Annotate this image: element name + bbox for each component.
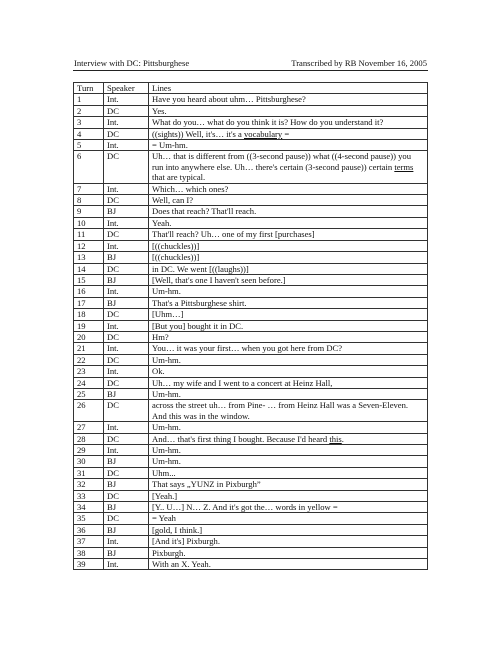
table-row	[74, 128, 428, 139]
line-cell: Does that reach? That'll reach.	[149, 206, 428, 217]
speaker-cell: BJ	[104, 206, 149, 217]
turn-cell: 12	[74, 240, 104, 251]
speaker-cell: DC	[104, 128, 149, 139]
turn-cell: 35	[74, 513, 104, 524]
speaker-cell: BJ	[104, 524, 149, 535]
turn-cell: 33	[74, 490, 104, 501]
table-row	[74, 354, 428, 365]
line-cell: [Well, that's one I haven't seen before.]	[149, 274, 428, 285]
turn-cell: 9	[74, 206, 104, 217]
column-header-lines: Lines	[149, 83, 428, 94]
line-cell: Which… which ones?	[149, 183, 428, 194]
column-header-speaker: Speaker	[104, 83, 149, 94]
line-cell: With an X. Yeah.	[149, 559, 428, 570]
line-cell: ((sights)) Well, it's… it's a vocabulary =	[149, 128, 428, 139]
turn-cell: 16	[74, 286, 104, 297]
speaker-cell: BJ	[104, 502, 149, 513]
table-row	[74, 343, 428, 354]
turn-cell: 30	[74, 456, 104, 467]
transcriber-credit: Transcribed by RB November 16, 2005	[291, 58, 427, 68]
line-cell: Um-hm.	[149, 445, 428, 456]
table-row	[74, 524, 428, 535]
line-cell: And… that's first thing I bought. Because I'd heard this.	[149, 433, 428, 444]
speaker-cell: DC	[104, 354, 149, 365]
turn-cell: 2	[74, 105, 104, 116]
speaker-cell: Int.	[104, 94, 149, 105]
turn-cell: 29	[74, 445, 104, 456]
turn-cell: 7	[74, 183, 104, 194]
speaker-cell: Int.	[104, 217, 149, 228]
table-row	[74, 263, 428, 274]
speaker-cell: DC	[104, 263, 149, 274]
line-cell: [Y.. U…] N… Z. And it's got the… words in yellow =	[149, 502, 428, 513]
speaker-cell: Int.	[104, 445, 149, 456]
line-cell: Um-hm.	[149, 286, 428, 297]
line-cell: Uhm...	[149, 467, 428, 478]
table-row	[74, 400, 428, 422]
speaker-cell: DC	[104, 151, 149, 183]
table-row	[74, 547, 428, 558]
table-row	[74, 140, 428, 151]
speaker-cell: DC	[104, 331, 149, 342]
table-row	[74, 377, 428, 388]
turn-cell: 28	[74, 433, 104, 444]
line-cell: Yes.	[149, 105, 428, 116]
line-cell: Uh… my wife and I went to a concert at Heinz Hall,	[149, 377, 428, 388]
line-cell: Pixburgh.	[149, 547, 428, 558]
line-cell: [But you] bought it in DC.	[149, 320, 428, 331]
turn-cell: 20	[74, 331, 104, 342]
turn-cell: 19	[74, 320, 104, 331]
table-row	[74, 366, 428, 377]
speaker-cell: Int.	[104, 422, 149, 433]
turn-cell: 21	[74, 343, 104, 354]
speaker-cell: BJ	[104, 547, 149, 558]
line-cell: Ok.	[149, 366, 428, 377]
turn-cell: 26	[74, 400, 104, 422]
speaker-cell: DC	[104, 195, 149, 206]
turn-cell: 25	[74, 388, 104, 399]
line-cell: [gold, I think.]	[149, 524, 428, 535]
line-cell: [((chuckles))]	[149, 240, 428, 251]
table-row	[74, 252, 428, 263]
turn-cell: 11	[74, 229, 104, 240]
turn-cell: 39	[74, 559, 104, 570]
speaker-cell: DC	[104, 433, 149, 444]
speaker-cell: DC	[104, 490, 149, 501]
speaker-cell: Int.	[104, 536, 149, 547]
table-row	[74, 456, 428, 467]
table-row	[74, 117, 428, 128]
turn-cell: 38	[74, 547, 104, 558]
speaker-cell: BJ	[104, 456, 149, 467]
table-row	[74, 536, 428, 547]
line-cell: You… it was your first… when you got here from DC?	[149, 343, 428, 354]
speaker-cell: DC	[104, 513, 149, 524]
turn-cell: 5	[74, 140, 104, 151]
column-header-turn: Turn	[74, 83, 104, 94]
table-row	[74, 490, 428, 501]
table-row	[74, 422, 428, 433]
table-row	[74, 195, 428, 206]
line-cell: Um-hm.	[149, 354, 428, 365]
table-row	[74, 229, 428, 240]
line-cell: What do you… what do you think it is? How do you understand it?	[149, 117, 428, 128]
table-row	[74, 206, 428, 217]
line-cell: Uh… that is different from ((3-second pause)) what ((4-second pause)) you run into anywhere else. Uh… there's certain (3-second pause)) certain terms that are typical.	[149, 151, 428, 183]
line-cell: = Yeah	[149, 513, 428, 524]
line-cell: Have you heard about uhm… Pittsburghese?	[149, 94, 428, 105]
line-cell: Um-hm.	[149, 422, 428, 433]
speaker-cell: DC	[104, 105, 149, 116]
speaker-cell: BJ	[104, 297, 149, 308]
transcript-table	[73, 82, 428, 570]
speaker-cell: Int.	[104, 343, 149, 354]
table-row	[74, 467, 428, 478]
turn-cell: 34	[74, 502, 104, 513]
turn-cell: 14	[74, 263, 104, 274]
line-cell: [((chuckles))]	[149, 252, 428, 263]
turn-cell: 22	[74, 354, 104, 365]
line-cell: That'll reach? Uh… one of my first [purchases]	[149, 229, 428, 240]
table-row	[74, 559, 428, 570]
turn-cell: 6	[74, 151, 104, 183]
turn-cell: 8	[74, 195, 104, 206]
line-cell: in DC. We went [((laughs))]	[149, 263, 428, 274]
line-cell: Hm?	[149, 331, 428, 342]
turn-cell: 1	[74, 94, 104, 105]
speaker-cell: Int.	[104, 320, 149, 331]
speaker-cell: Int.	[104, 117, 149, 128]
speaker-cell: DC	[104, 400, 149, 422]
speaker-cell: DC	[104, 377, 149, 388]
table-row	[74, 502, 428, 513]
speaker-cell: BJ	[104, 479, 149, 490]
turn-cell: 18	[74, 309, 104, 320]
line-cell: [Yeah.]	[149, 490, 428, 501]
speaker-cell: BJ	[104, 274, 149, 285]
table-row	[74, 105, 428, 116]
table-row	[74, 309, 428, 320]
table-row	[74, 479, 428, 490]
speaker-cell: DC	[104, 309, 149, 320]
turn-cell: 3	[74, 117, 104, 128]
table-row	[74, 151, 428, 183]
turn-cell: 36	[74, 524, 104, 535]
turn-cell: 17	[74, 297, 104, 308]
document-title: Interview with DC: Pittsburghese	[74, 58, 190, 68]
table-row	[74, 183, 428, 194]
line-cell: Um-hm.	[149, 388, 428, 399]
turn-cell: 24	[74, 377, 104, 388]
table-row	[74, 445, 428, 456]
line-cell: That says „YUNZ in Pixburgh”	[149, 479, 428, 490]
table-row	[74, 388, 428, 399]
turn-cell: 10	[74, 217, 104, 228]
table-row	[74, 513, 428, 524]
speaker-cell: Int.	[104, 140, 149, 151]
table-row	[74, 94, 428, 105]
document-header	[73, 58, 428, 71]
speaker-cell: DC	[104, 229, 149, 240]
turn-cell: 23	[74, 366, 104, 377]
speaker-cell: Int.	[104, 183, 149, 194]
table-row	[74, 433, 428, 444]
line-cell: across the street uh… from Pine- … from Heinz Hall was a Seven-Eleven. And this was in the window.	[149, 400, 428, 422]
table-row	[74, 286, 428, 297]
turn-cell: 27	[74, 422, 104, 433]
table-row	[74, 320, 428, 331]
turn-cell: 32	[74, 479, 104, 490]
line-cell: [Uhm…]	[149, 309, 428, 320]
speaker-cell: DC	[104, 467, 149, 478]
table-row	[74, 331, 428, 342]
turn-cell: 15	[74, 274, 104, 285]
turn-cell: 31	[74, 467, 104, 478]
table-header-row	[74, 83, 428, 94]
turn-cell: 13	[74, 252, 104, 263]
line-cell: Well, can I?	[149, 195, 428, 206]
line-cell: [And it's] Pixburgh.	[149, 536, 428, 547]
speaker-cell: Int.	[104, 286, 149, 297]
table-row	[74, 297, 428, 308]
line-cell: That's a Pittsburghese shirt.	[149, 297, 428, 308]
line-cell: Um-hm.	[149, 456, 428, 467]
speaker-cell: Int.	[104, 366, 149, 377]
turn-cell: 4	[74, 128, 104, 139]
table-row	[74, 217, 428, 228]
speaker-cell: BJ	[104, 388, 149, 399]
table-row	[74, 240, 428, 251]
line-cell: Yeah.	[149, 217, 428, 228]
table-row	[74, 274, 428, 285]
line-cell: = Um-hm.	[149, 140, 428, 151]
speaker-cell: BJ	[104, 252, 149, 263]
speaker-cell: Int.	[104, 559, 149, 570]
speaker-cell: Int.	[104, 240, 149, 251]
turn-cell: 37	[74, 536, 104, 547]
